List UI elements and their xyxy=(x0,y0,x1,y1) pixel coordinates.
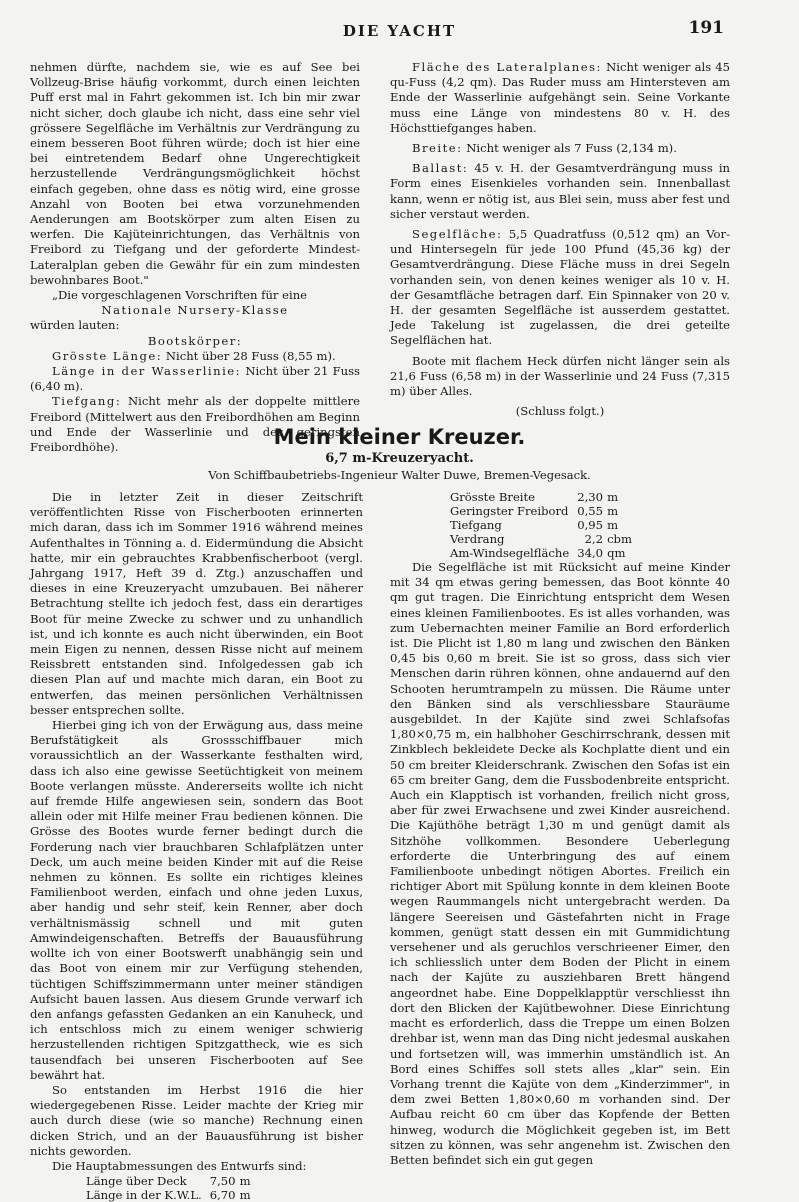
rule-item xyxy=(30,349,360,364)
table-row xyxy=(450,532,640,546)
article-byline: Von Schiffbaubetriebs-Ingenieur Walter Duwe, Bremen-Vegesack. xyxy=(208,468,591,482)
paragraph: Boote mit flachem Heck dürfen nicht länger sein als 21,6 Fuss (6,58 m) in der Wasserlinie und 24 Fuss (7,315 m) über Alles. xyxy=(390,353,730,399)
rule-item xyxy=(390,60,730,136)
bottom-left-column xyxy=(30,490,363,1202)
dim-unit: qm xyxy=(607,546,626,560)
table-row xyxy=(450,490,640,504)
rule-item xyxy=(390,141,730,156)
paragraph: würden lauten: xyxy=(30,318,120,333)
table-row xyxy=(450,504,640,518)
rule-label: Segelfläche: xyxy=(412,227,503,242)
dim-unit: m xyxy=(607,504,619,518)
table-row xyxy=(450,518,640,532)
table-row xyxy=(86,1188,259,1202)
paragraph: nehmen dürfte, nachdem sie, wie es auf See bei Vollzeug-Brise häufig vorkommt, durch einen leichten Puff erst mal in Fahrt gekommen ist. Ich bin mir zwar nicht sicher, doch glaube ich nicht, dass eine sehr viel grössere Segelfläche im Verhältnis zur Verdrängung zu einem besseren Boot führen würde; doch ist hier eine bei eintretendem Bedarf ohne Ungerechtigkeit herzustellende Verdrängungsmöglichkeit höchst einfach gegeben, ohne dass es nötig wird, eine grosse Anzahl von Booten bei etwa vorzunehmenden Aenderungen am Bootskörper zum alten Eisen zu werfen. Die Kajüteinrichtungen, das Verhältnis von Freibord zu Tiefgang und der geforderte Mindest-Lateralplan geben die Gewähr für ein zum mindesten bewohnbares Boot." xyxy=(30,60,360,287)
class-heading: Nationale Nursery-Klasse xyxy=(101,303,289,318)
rule-text: Nicht über 28 Fuss (8,55 m). xyxy=(165,348,336,363)
paragraph: So entstanden im Herbst 1916 die hier wiedergegebenen Risse. Leider machte der Krieg mir auch durch diese (wie so manche) Rechnung einen dicken Strich, und an der Bauausführung ist bisher nichts geworden. xyxy=(30,1082,363,1158)
rule-item xyxy=(390,227,730,349)
rule-label: Grösste Länge: xyxy=(52,348,163,363)
table-row xyxy=(86,1174,259,1188)
table-row xyxy=(450,546,640,560)
dim-label: Geringster Freibord xyxy=(450,504,569,518)
hull-heading: Bootskörper: xyxy=(147,333,243,348)
article-subtitle: 6,7 m-Kreuzeryacht. xyxy=(325,451,474,466)
rule-label: Tiefgang: xyxy=(52,394,122,409)
paragraph: „Die vorgeschlagenen Vorschriften für eine xyxy=(52,288,308,303)
rule-text: Nicht mehr als der doppelte mittlere Freibord (Mittelwert aus den Freibordhöhen am Beginn und Ende der Wasserlinie und der geringsten Freibordhöhe). xyxy=(30,394,361,455)
dim-value: 2,30 xyxy=(577,490,604,504)
dim-value: 34,0 xyxy=(577,546,604,560)
rule-label: Länge in der Wasserlinie: xyxy=(52,364,242,379)
page-number: 191 xyxy=(688,18,724,38)
continuation-note: (Schluss folgt.) xyxy=(515,404,605,419)
dim-label: Tiefgang xyxy=(450,518,502,532)
paragraph: Hierbei ging ich von der Erwägung aus, dass meine Berufstätigkeit als Grossschiffbauer mich voraussichtlich an der Wasserkante festhalten wird, dass ich also eine gewisse Seetüchtigkeit von meinem Boote verlangen müsste. Andererseits wollte ich nicht auf fremde Hilfe angewiesen sein, sondern das Boot allein oder mit Hilfe meiner Frau bedienen können. Die Grösse des Bootes wurde ferner bedingt durch die Forderung nach vier brauchbaren Schlafplätzen unter Deck, um auch meine beiden Kinder mit auf die Reise nehmen zu können. Es sollte ein richtiges kleines Familienboot werden, einfach und ohne jeden Luxus, aber handig und sehr steif, kein Renner, aber doch verhältnismässig schnell und mit guten Amwindeigenschaften. Betreffs der Bauausführung wollte ich von einer Bootswerft unabhängig sein und das Boot von einem mir zur Verfügung stehenden, tüchtigen Schiffszimmermann unter meiner ständigen Aufsicht bauen lassen. Aus diesem Grunde verwarf ich den anfangs gefassten Gedanken an ein Kanuheck, und ich entschloss mich zu einem weniger schwierig herzustellenden richtigen Spitzgattheck, wie es sich tausendfach bei unseren Fischerbooten auf See bewährt hat. xyxy=(30,718,363,1082)
rule-item xyxy=(390,161,730,222)
dimensions-table xyxy=(86,1174,259,1202)
article-title: Mein kleiner Kreuzer. xyxy=(273,425,526,449)
dim-unit: cbm xyxy=(607,532,632,546)
dim-value: 2,2 xyxy=(584,532,604,546)
dimensions-table xyxy=(450,490,640,560)
dim-label: Am-Windsegelfläche xyxy=(450,546,570,560)
top-right-column xyxy=(390,60,730,424)
paragraph: Die in letzter Zeit in dieser Zeitschrift veröffentlichten Risse von Fischerbooten erinnerten mich daran, dass ich im Sommer 1916 während meines Aufenthaltes in Tönning a. d. Eidermündung die Absicht hatte, mir ein gebrauchtes Krabbenfischerboot (vergl. Jahrgang 1917, Heft 39 d. Ztg.) anzuschaffen und dieses in eine Kreuzeryacht umzubauen. Bei näherer Betrachtung stellte ich jedoch fest, dass ein derartiges Boot für meine Zwecke zu schwer und zu unhandlich ist, und ich konnte es auch nicht überwinden, ein Boot mein Eigen zu nennen, dessen Risse nicht auf meinem Reissbrett entstanden sind. Infolgedessen gab ich diesen Plan auf und machte mich daran, ein Boot zu entwerfen, das meinen persönlichen Verhältnissen besser entsprechen sollte. xyxy=(30,490,363,717)
top-left-column xyxy=(30,60,360,455)
rule-text: 5,5 Quadratfuss (0,512 qm) an Vor- und Hintersegeln für jede 100 Pfund (45,36 kg) der Gesamtverdrängung. Diese Fläche muss in drei Segeln vorhanden sein, von denen keines weniger als 10 v. H. der Gesamtfläche betragen darf. Ein Spinnaker von 20 v. H. der gesamten Segelfläche ist ausserdem gestattet. Jede Takelung ist zugelassen, die drei geteilte Segelflächen hat. xyxy=(390,227,730,348)
dim-label: Grösste Breite xyxy=(450,490,536,504)
dim-unit: m xyxy=(607,490,619,504)
dim-value: 6,70 xyxy=(209,1188,236,1202)
dim-label: Länge über Deck xyxy=(86,1174,187,1189)
rule-text: Nicht weniger als 45 qu-Fuss (4,2 qm). Das Ruder muss am Hintersteven am Ende der Wasserlinie aufgehängt sein. Seine Vorkante muss eine Länge von mindestens 80 v. H. des Höchsttiefganges haben. xyxy=(390,60,731,135)
paragraph: Die Segelfläche ist mit Rücksicht auf meine Kinder mit 34 qm etwas gering bemessen, das Boot könnte 40 qm gut tragen. Die Einrichtung entspricht dem Wesen eines kleinen Familienbootes. Es ist alles vorhanden, was zum Uebernachten meiner Familie an Bord erforderlich ist. Die Plicht ist 1,80 m lang und zwischen den Bänken 0,45 bis 0,60 m breit. Sie ist so gross, dass sich vier Menschen darin rühren können, ohne andauernd auf den Schooten herumtrampeln zu müssen. Die Räume unter den Bänken sind als verschliessbare Stauräume ausgebildet. In der Kajüte sind zwei Schlafsofas 1,80×0,75 m, ein halbhoher Geschirrschrank, dessen mit Zinkblech bekleidete Decke als Kochplatte dient und ein 50 cm breiter Kleiderschrank. Zwischen den Sofas ist ein 65 cm breiter Gang, dem die Fussbodenbreite entspricht. Auch ein Klapptisch ist vorhanden, freilich nicht gross, aber für zwei Erwachsene und zwei Kinder ausreichend. Die Kajüthöhe beträgt 1,30 m und genügt damit als Sitzhöhe vollkommen. Besondere Ueberlegung erforderte die Unterbringung des auf einem Familienboote unbedingt nötigen Abortes. Freilich ein richtiger Abort mit Spülung konnte in dem kleinen Boote wegen Raummangels nicht untergebracht werden. Da längere Seereisen und Gästefahrten nicht in Frage kommen, genügt statt dessen ein mit Gummidichtung versehener und als geruchlos verschrieener Eimer, den ich schliesslich unter dem Boden der Plicht in einem nach der Kajüte zu ausziehbaren Brett hängend angeordnet habe. Eine Doppelklapptür verschliesst ihn dort den Blicken der Kajütbewohner. Diese Einrichtung macht es erforderlich, dass die Treppe um einen Bolzen drehbar ist, wenn man das Ding nicht jedesmal auskahen und fortsetzen will, was immerhin umständlich ist. An Bord eines Schiffes soll stets alles „klar" sein. Ein Vorhang trennt die Kajüte von dem „Kinderzimmer", in dem zwei Betten 1,80×0,60 m vorhanden sind. Der Aufbau reicht 60 cm über das Kopfende der Betten hinweg, wodurch die Möglichkeit gegeben ist, im Bett sitzen zu können, was sehr angenehm ist. Zwischen den Betten befindet sich ein gut gegen xyxy=(390,560,730,1167)
rule-text: Nicht über 21 Fuss (6,40 m). xyxy=(30,364,360,394)
dim-value: 0,55 xyxy=(577,504,604,518)
dim-value: 7,50 xyxy=(209,1174,236,1189)
rule-label: Fläche des Lateralplanes: xyxy=(412,60,602,74)
rule-label: Ballast: xyxy=(412,161,469,176)
rule-text: 45 v. H. der Gesamtverdrängung muss in Form eines Eisenkieles vorhanden sein. Innenballast kann, wenn er nötig ist, aus Blei sein, muss aber fest und sicher verstaut werden. xyxy=(390,161,731,221)
dim-value: 0,95 xyxy=(577,518,604,532)
dim-unit: m xyxy=(607,518,619,532)
dim-unit: m xyxy=(239,1174,251,1189)
rule-text: Nicht weniger als 7 Fuss (2,134 m). xyxy=(466,141,677,156)
bottom-right-column xyxy=(390,490,730,1168)
rule-item xyxy=(30,364,360,394)
dim-label: Länge in der K.W.L. xyxy=(86,1188,202,1202)
running-title: DIE YACHT xyxy=(342,22,457,40)
rule-label: Breite: xyxy=(412,141,463,156)
paragraph: Die Hauptabmessungen des Entwurfs sind: xyxy=(52,1158,307,1173)
dim-label: Verdrang xyxy=(450,532,505,546)
dim-unit: m xyxy=(239,1188,251,1202)
